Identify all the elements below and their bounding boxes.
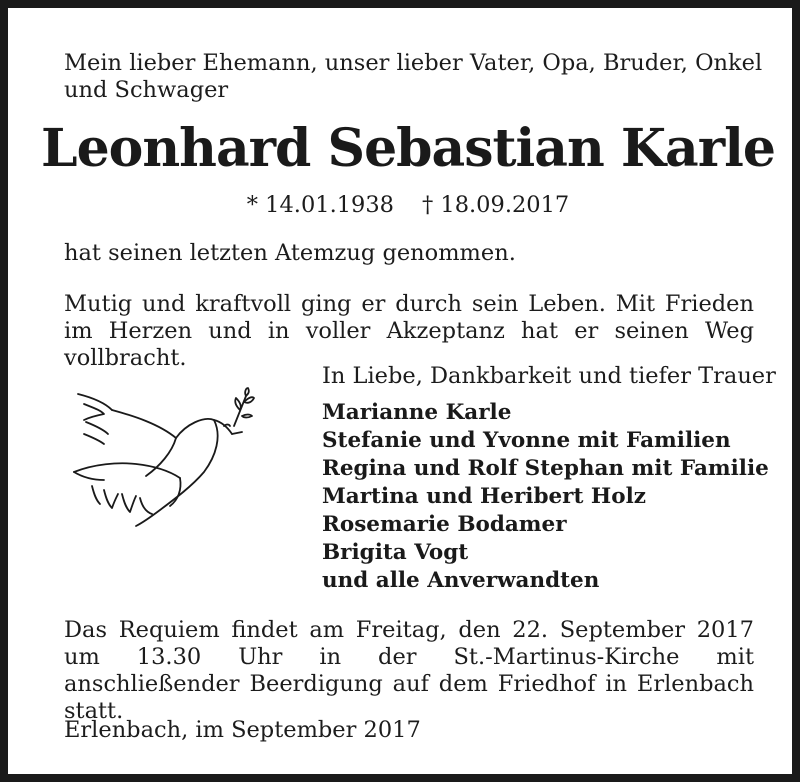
mourner-name: Marianne Karle <box>322 400 512 425</box>
mourner-name: Brigita Vogt <box>322 540 469 565</box>
place-and-date: Erlenbach, im September 2017 <box>64 717 421 743</box>
mourners-list <box>322 399 769 595</box>
tribute-paragraph: Mutig und kraftvoll ging er durch sein Leben. Mit Frieden im Herzen und in voller Akzeptanz hat er seinen Weg vollbracht. <box>64 291 754 371</box>
dove-icon <box>64 386 264 536</box>
requiem-paragraph: Das Requiem findet am Freitag, den 22. September 2017 um 13.30 Uhr in der St.-Martinus-Kirche mit anschließender Beerdigung auf dem Friedhof in Erlenbach statt. <box>64 617 754 724</box>
intro-line: und Schwager <box>64 77 229 103</box>
death-date: † 18.09.2017 <box>422 192 570 218</box>
deceased-name: Leonhard Sebastian Karle <box>41 118 775 179</box>
mourners-intro: In Liebe, Dankbarkeit und tiefer Trauer <box>322 363 776 389</box>
intro-line: Mein lieber Ehemann, unser lieber Vater, Opa, Bruder, Onkel <box>64 50 763 76</box>
birth-date: * 14.01.1938 <box>246 192 394 218</box>
mourner-name: Martina und Heribert Holz <box>322 484 646 509</box>
mourner-name: und alle Anverwandten <box>322 568 600 593</box>
life-dates <box>8 192 800 219</box>
intro-text <box>64 50 762 104</box>
mourner-name: Stefanie und Yvonne mit Familien <box>322 428 731 453</box>
mourner-name: Regina und Rolf Stephan mit Familie <box>322 456 769 481</box>
last-breath-text: hat seinen letzten Atemzug genommen. <box>64 240 516 266</box>
mourner-name: Rosemarie Bodamer <box>322 512 567 537</box>
